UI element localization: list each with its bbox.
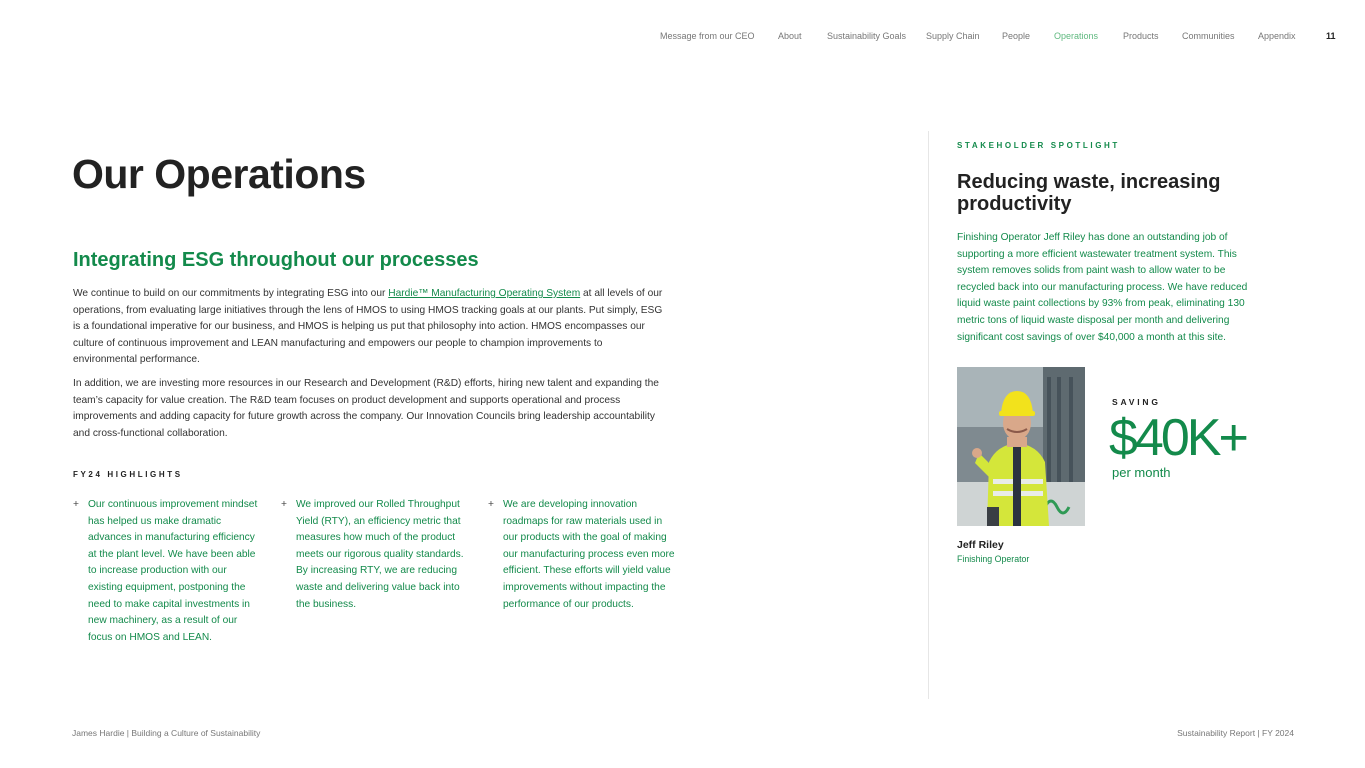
saving-unit: per month [1112,465,1171,480]
intro-text-start: We continue to build on our commitments by integrating ESG into our [73,288,389,299]
operator-photo [957,367,1085,526]
highlight-text: We improved our Rolled Throughput Yield (RTY), an efficiency metric that measures how much of the product meets our rigorous quality standards. By increasing RTY, we are reducing waste and delivering value back into the business. [296,499,464,610]
nav-item-operations[interactable]: Operations [1054,31,1099,41]
saving-value: $40K+ [1109,409,1246,467]
column-divider [928,131,929,699]
nav-item-people[interactable]: People [1002,31,1031,41]
person-role: Finishing Operator [957,554,1030,564]
nav-item-communities[interactable]: Communities [1182,31,1235,41]
nav-item-products[interactable]: Products [1123,31,1159,41]
highlight-text: We are developing innovation roadmaps for raw materials used in our products with the goal of making our manufacturing process even more efficient. These efforts will yield value improvements without impacting the performance of our products. [503,499,675,610]
footer-right: Sustainability Report | FY 2024 [1177,728,1294,738]
highlights-label: FY24 HIGHLIGHTS [73,470,183,479]
nav-item-supply-chain[interactable]: Supply Chain [926,31,980,41]
highlight-text: Our continuous improvement mindset has helped us make dramatic advances in manufacturing efficiency at the plant level. We have been able to increase production with our existing equipment, postponing the need to make capital investments in new machinery, as a result of our focus on HMOS and LEAN. [88,499,258,643]
top-navigation [0,31,1365,43]
page-number: 11 [1326,31,1336,41]
section-heading: Integrating ESG throughout our processes [73,249,479,271]
intro-paragraph [73,286,663,369]
spotlight-body: Finishing Operator Jeff Riley has done an outstanding job of supporting a more efficient wastewater treatment system. This system removes solids from paint wash to allow water to be recycled back into our manufacturing process. We have reduced liquid waste paint collections by 93% from peak, eliminating 130 metric tons of liquid waste disposal per month and delivering significant cost savings of over $40,000 a month at this site. [957,232,1248,343]
page-title: Our Operations [72,151,366,197]
nav-item-about[interactable]: About [778,31,802,41]
plus-icon: + [73,499,79,510]
hmos-link[interactable]: Hardie™ Manufacturing Operating System [388,288,581,299]
nav-item-message-from-ceo[interactable]: Message from our CEO [660,31,755,41]
person-name: Jeff Riley [957,539,1004,551]
spotlight-label: STAKEHOLDER SPOTLIGHT [957,141,1120,150]
spotlight-heading: Reducing waste, increasing productivity [957,171,1221,215]
plus-icon: + [281,499,287,510]
nav-item-appendix[interactable]: Appendix [1258,31,1296,41]
nav-item-sustainability-goals[interactable]: Sustainability Goals [827,31,907,41]
saving-label: SAVING [1112,397,1161,407]
footer-left: James Hardie | Building a Culture of Sustainability [72,728,261,738]
rd-paragraph: In addition, we are investing more resources in our Research and Development (R&D) efforts, hiring new talent and expanding the team’s capacity for value creation. The R&D team focuses on product development and supports operational and process improvements and adding capacity for future growth across the company. Our Innovation Councils bring leadership accountability and cross-functional collaboration. [73,378,659,439]
intro-text-end: at all levels of our operations, from evaluating large initiatives through the lens of HMOS to using HMOS tracking goals at our plants. Put simply, ESG is a foundational imperative for our business, and HMOS is helping us put that philosophy into action. HMOS encompasses our culture of continuous improvement and LEAN manufacturing and empowers our people to champion improvements to environmental performance. [73,288,663,366]
plus-icon: + [488,499,494,510]
